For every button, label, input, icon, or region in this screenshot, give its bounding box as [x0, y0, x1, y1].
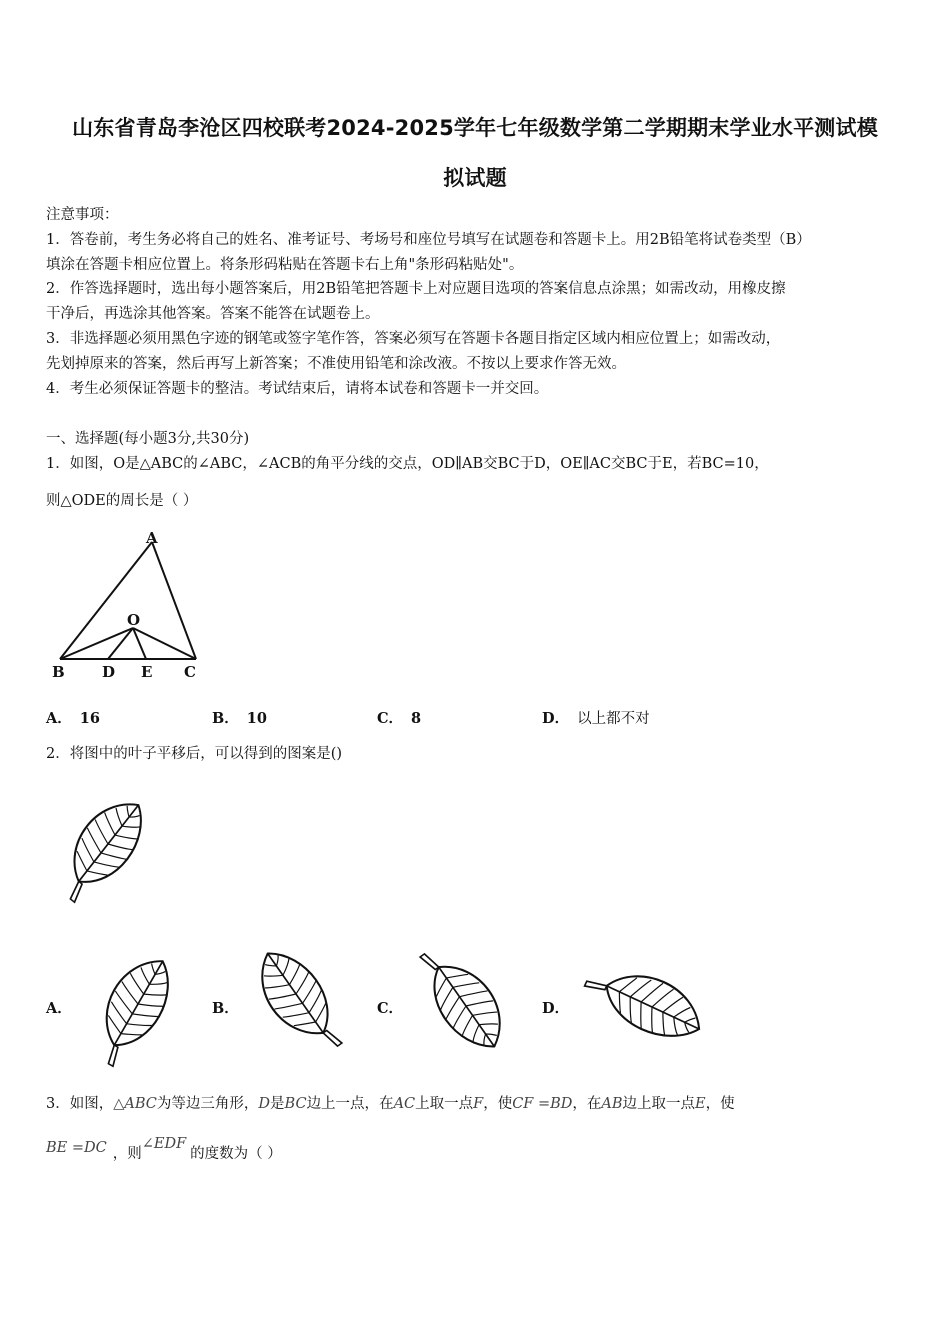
page-title: 山东省青岛李沧区四校联考2024-2025学年七年级数学第二学期期末学业水平测试模: [72, 116, 878, 140]
q1-option-c[interactable]: C． 8: [377, 710, 422, 727]
leaf-option-b-figure: [240, 932, 355, 1060]
notice-line: 先划掉原来的答案，然后再写上新答案；不准使用铅笔和涂改液。不按以上要求作答无效。: [46, 356, 626, 372]
notice-line: 3．非选择题必须用黑色字迹的钢笔或签字笔作答，答案必须写在答题卡各题目指定区域内相应位置上；如需改动，: [46, 331, 781, 347]
vertex-label-c: C: [184, 663, 196, 681]
question-2-text: 2．将图中的叶子平移后，可以得到的图案是(): [46, 746, 343, 762]
q2-option-c[interactable]: C．: [377, 1000, 404, 1017]
q2-option-a[interactable]: A．: [46, 1000, 72, 1017]
vertex-label-b: B: [52, 663, 65, 681]
original-leaf-figure: [46, 782, 166, 910]
notice-heading: 注意事项：: [46, 207, 119, 223]
vertex-label-e: E: [141, 663, 153, 681]
page-title-continued: 拟试题: [443, 166, 507, 190]
question-3-text: 3．如图，△ABC为等边三角形，D是BC边上一点，在AC上取一点F，使CF =BD，在AB边上取一点E，使: [46, 1096, 735, 1112]
q2-option-b[interactable]: B．: [212, 1000, 239, 1017]
notice-line: 4．考生必须保证答题卡的整洁。考试结束后，请将本试卷和答题卡一并交回。: [46, 381, 549, 397]
vertex-label-o: O: [127, 611, 141, 629]
notice-line: 干净后，再选涂其他答案。答案不能答在试题卷上。: [46, 306, 380, 322]
leaf-option-a-figure: [80, 942, 190, 1070]
leaf-option-c-figure: [408, 942, 523, 1070]
q1-option-b[interactable]: B． 10: [212, 710, 267, 727]
notice-line: 2．作答选择题时，选出每小题答案后，用2B铅笔把答题卡上对应题目选项的答案信息点涂黑；如需改动，用橡皮擦: [46, 281, 786, 297]
question-1-text-continued: 则△ODE的周长是（ ）: [46, 493, 198, 509]
vertex-label-a: A: [146, 529, 158, 547]
q2-option-d[interactable]: D．: [542, 1000, 570, 1017]
question-1-text: 1．如图，O是△ABC的∠ABC，∠ACB的角平分线的交点，OD∥AB交BC于D，OE∥AC交BC于E，若BC=10，: [46, 456, 769, 472]
notice-line: 填涂在答题卡相应位置上。将条形码粘贴在答题卡右上角"条形码粘贴处"。: [46, 257, 524, 273]
vertex-label-d: D: [102, 663, 116, 681]
triangle-figure: [46, 528, 216, 683]
section-heading: 一、选择题(每小题3分,共30分): [46, 431, 250, 447]
leaf-option-d-figure: [582, 955, 717, 1060]
q1-option-d[interactable]: D． 以上都不对: [542, 710, 650, 727]
question-3-text-continued: BE =DC ，则∠EDF的度数为（ ）: [46, 1136, 282, 1162]
q1-option-a[interactable]: A． 16: [46, 710, 100, 727]
notice-line: 1．答卷前，考生务必将自己的姓名、准考证号、考场号和座位号填写在试题卷和答题卡上。用2B铅笔将试卷类型（B）: [46, 232, 811, 248]
